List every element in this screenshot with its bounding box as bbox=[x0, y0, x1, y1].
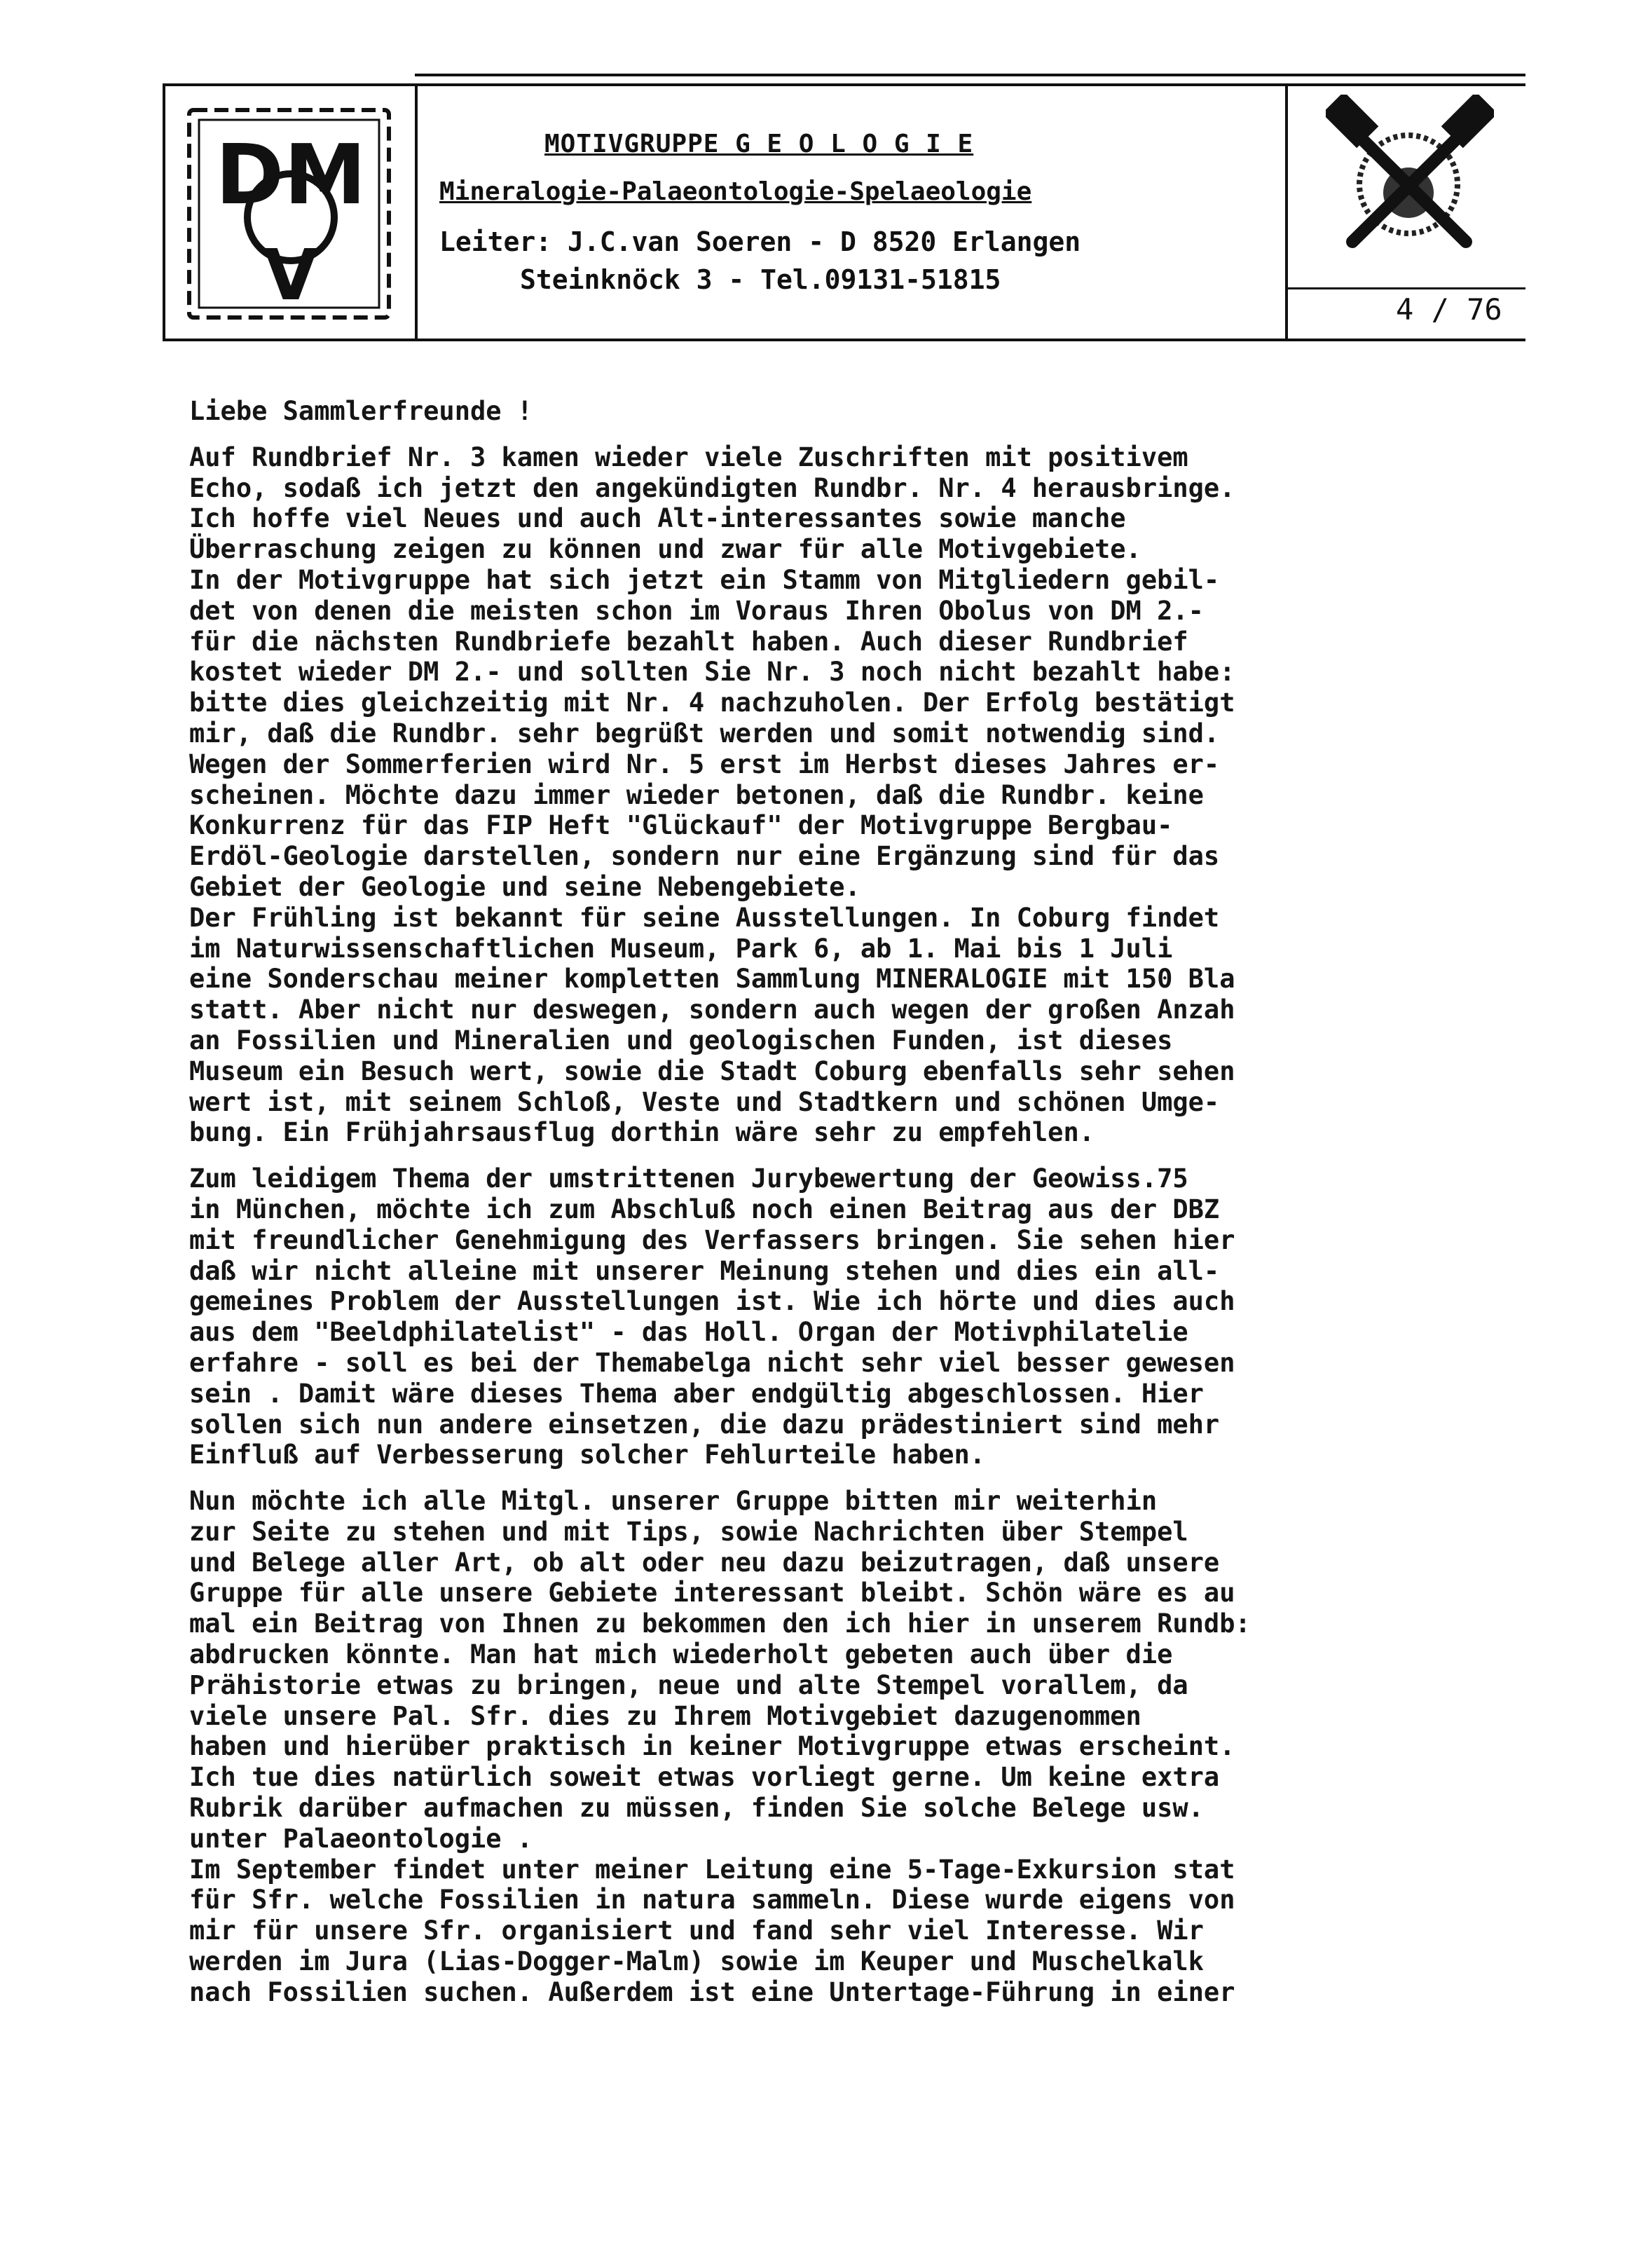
text-line: viele unsere Pal. Sfr. dies zu Ihrem Motivgebiet dazugenommen bbox=[189, 1700, 1141, 1731]
text-line: Einfluß auf Verbesserung solcher Fehlurteile haben. bbox=[189, 1440, 986, 1470]
text-line: Museum ein Besuch wert, sowie die Stadt Coburg ebenfalls sehr sehen bbox=[189, 1056, 1235, 1086]
text-line: daß wir nicht alleine mit unserer Meinung stehen und dies ein all- bbox=[189, 1255, 1220, 1286]
text-line: für die nächsten Rundbriefe bezahlt haben. Auch dieser Rundbrief bbox=[189, 626, 1188, 657]
text-line: nach Fossilien suchen. Außerdem ist eine Untertage-Führung in einer bbox=[189, 1976, 1235, 2007]
paragraph bbox=[189, 442, 1542, 1148]
text-line: und Belege aller Art, ob alt oder neu dazu beizutragen, daß unsere bbox=[189, 1547, 1220, 1578]
text-line: Im September findet unter meiner Leitung eine 5-Tage-Exkursion stat bbox=[189, 1854, 1235, 1885]
hammer-and-pick-logo-icon bbox=[1326, 95, 1494, 270]
text-line: Erdöl-Geologie darstellen, sondern nur eine Ergänzung sind für das bbox=[189, 841, 1220, 872]
group-title: MOTIVGRUPPE G E O L O G I E bbox=[544, 130, 974, 158]
text-line: bung. Ein Frühjahrsausflug dorthin wäre sehr zu empfehlen. bbox=[189, 1117, 1095, 1148]
text-line: det von denen die meisten schon im Voraus Ihren Obolus von DM 2.- bbox=[189, 595, 1204, 626]
leader-line-1: Leiter: J.C.van Soeren - D 8520 Erlangen bbox=[439, 226, 1081, 257]
text-line: Echo, sodaß ich jetzt den angekündigten Rundbr. Nr. 4 herausbringe. bbox=[189, 472, 1235, 503]
text-line: aus dem "Beeldphilatelist" - das Holl. Organ der Motivphilatelie bbox=[189, 1317, 1188, 1348]
text-line: Konkurrenz für das FIP Heft "Glückauf" der Motivgruppe Bergbau- bbox=[189, 810, 1173, 841]
text-line: Gebiet der Geologie und seine Nebengebiete. bbox=[189, 871, 860, 902]
spacer bbox=[189, 427, 1542, 442]
text-line: für Sfr. welche Fossilien in natura sammeln. Diese wurde eigens von bbox=[189, 1885, 1235, 1915]
letterhead-divider-left bbox=[415, 83, 418, 341]
text-line: im Naturwissenschaftlichen Museum, Park 6, ab 1. Mai bis 1 Juli bbox=[189, 933, 1173, 964]
paragraph bbox=[189, 1163, 1542, 1470]
text-line: erfahre - soll es bei der Themabelga nicht sehr viel besser gewesen bbox=[189, 1347, 1235, 1378]
issue-rule bbox=[1288, 287, 1525, 289]
text-line: sein . Damit wäre dieses Thema aber endgültig abgeschlossen. Hier bbox=[189, 1378, 1204, 1409]
letterhead-divider-right bbox=[1285, 83, 1288, 341]
letterhead bbox=[163, 74, 1525, 343]
text-line: Der Frühling ist bekannt für seine Ausstellungen. In Coburg findet bbox=[189, 902, 1220, 933]
text-line: mit freundlicher Genehmigung des Verfassers bringen. Sie sehen hier bbox=[189, 1224, 1235, 1255]
dmv-stamp-logo-icon bbox=[175, 95, 403, 333]
text-line: scheinen. Möchte dazu immer wieder betonen, daß die Rundbr. keine bbox=[189, 779, 1204, 810]
text-line: zur Seite zu stehen und mit Tips, sowie Nachrichten über Stempel bbox=[189, 1516, 1188, 1547]
text-line: mir für unsere Sfr. organisiert und fand sehr viel Interesse. Wir bbox=[189, 1915, 1204, 1946]
text-line: gemeines Problem der Ausstellungen ist. Wie ich hörte und dies auch bbox=[189, 1286, 1235, 1317]
text-line: unter Palaeontologie . bbox=[189, 1823, 533, 1854]
text-line: Nun möchte ich alle Mitgl. unserer Gruppe bitten mir weiterhin bbox=[189, 1486, 1158, 1517]
text-line: haben und hierüber praktisch in keiner Motivgruppe etwas erscheint. bbox=[189, 1731, 1235, 1762]
text-line: statt. Aber nicht nur deswegen, sondern auch wegen der großen Anzah bbox=[189, 995, 1235, 1025]
text-line: werden im Jura (Lias-Dogger-Malm) sowie im Keuper und Muschelkalk bbox=[189, 1946, 1204, 1977]
text-line: mir, daß die Rundbr. sehr begrüßt werden und somit notwendig sind. bbox=[189, 718, 1220, 749]
text-line: Überraschung zeigen zu können und zwar für alle Motivgebiete. bbox=[189, 534, 1141, 565]
group-subtitle: Mineralogie-Palaeontologie-Spelaeologie bbox=[439, 177, 1032, 206]
text-line: eine Sonderschau meiner kompletten Sammlung MINERALOGIE mit 150 Bla bbox=[189, 964, 1235, 995]
svg-text:DM: DM bbox=[215, 126, 366, 223]
text-line: in München, möchte ich zum Abschluß noch einen Beitrag aus der DBZ bbox=[189, 1194, 1220, 1224]
text-line: In der Motivgruppe hat sich jetzt ein Stamm von Mitgliedern gebil- bbox=[189, 564, 1220, 595]
text-line: mal ein Beitrag von Ihnen zu bekommen den ich hier in unserem Rundb: bbox=[189, 1608, 1251, 1639]
text-line: Rubrik darüber aufmachen zu müssen, finden Sie solche Belege usw. bbox=[189, 1793, 1204, 1824]
leader-line-2: Steinknöck 3 - Tel.09131-51815 bbox=[520, 264, 1001, 295]
text-line: bitte dies gleichzeitig mit Nr. 4 nachzuholen. Der Erfolg bestätigt bbox=[189, 688, 1235, 718]
text-line: an Fossilien und Mineralien und geologischen Funden, ist dieses bbox=[189, 1025, 1173, 1056]
letter-body bbox=[189, 396, 1542, 2008]
paragraph bbox=[189, 1486, 1542, 2008]
paragraph-gap bbox=[189, 1470, 1542, 1486]
text-line: Zum leidigem Thema der umstrittenen Jurybewertung der Geowiss.75 bbox=[189, 1163, 1188, 1194]
text-line: kostet wieder DM 2.- und sollten Sie Nr. 3 noch nicht bezahlt habe: bbox=[189, 657, 1235, 688]
text-line: Wegen der Sommerferien wird Nr. 5 erst im Herbst dieses Jahres er- bbox=[189, 749, 1220, 779]
text-line: Ich hoffe viel Neues und auch Alt-interessantes sowie manche bbox=[189, 503, 1126, 534]
text-line: Auf Rundbrief Nr. 3 kamen wieder viele Zuschriften mit positivem bbox=[189, 442, 1188, 472]
letterhead-top-rule bbox=[415, 74, 1525, 76]
text-line: Prähistorie etwas zu bringen, neue und alte Stempel vorallem, da bbox=[189, 1669, 1188, 1700]
text-line: Ich tue dies natürlich soweit etwas vorliegt gerne. Um keine extra bbox=[189, 1762, 1220, 1793]
letter-paragraphs bbox=[189, 442, 1542, 2008]
text-line: abdrucken könnte. Man hat mich wiederholt gebeten auch über die bbox=[189, 1639, 1173, 1670]
text-line: wert ist, mit seinem Schloß, Veste und Stadtkern und schönen Umge- bbox=[189, 1086, 1220, 1117]
issue-number: 4 / 76 bbox=[1396, 292, 1502, 327]
greeting: Liebe Sammlerfreunde ! bbox=[189, 396, 533, 426]
text-line: Gruppe für alle unsere Gebiete interessant bleibt. Schön wäre es au bbox=[189, 1578, 1235, 1608]
paragraph-gap bbox=[189, 1148, 1542, 1163]
svg-text:V: V bbox=[263, 234, 318, 316]
text-line: sollen sich nun andere einsetzen, die dazu prädestiniert sind mehr bbox=[189, 1409, 1220, 1440]
